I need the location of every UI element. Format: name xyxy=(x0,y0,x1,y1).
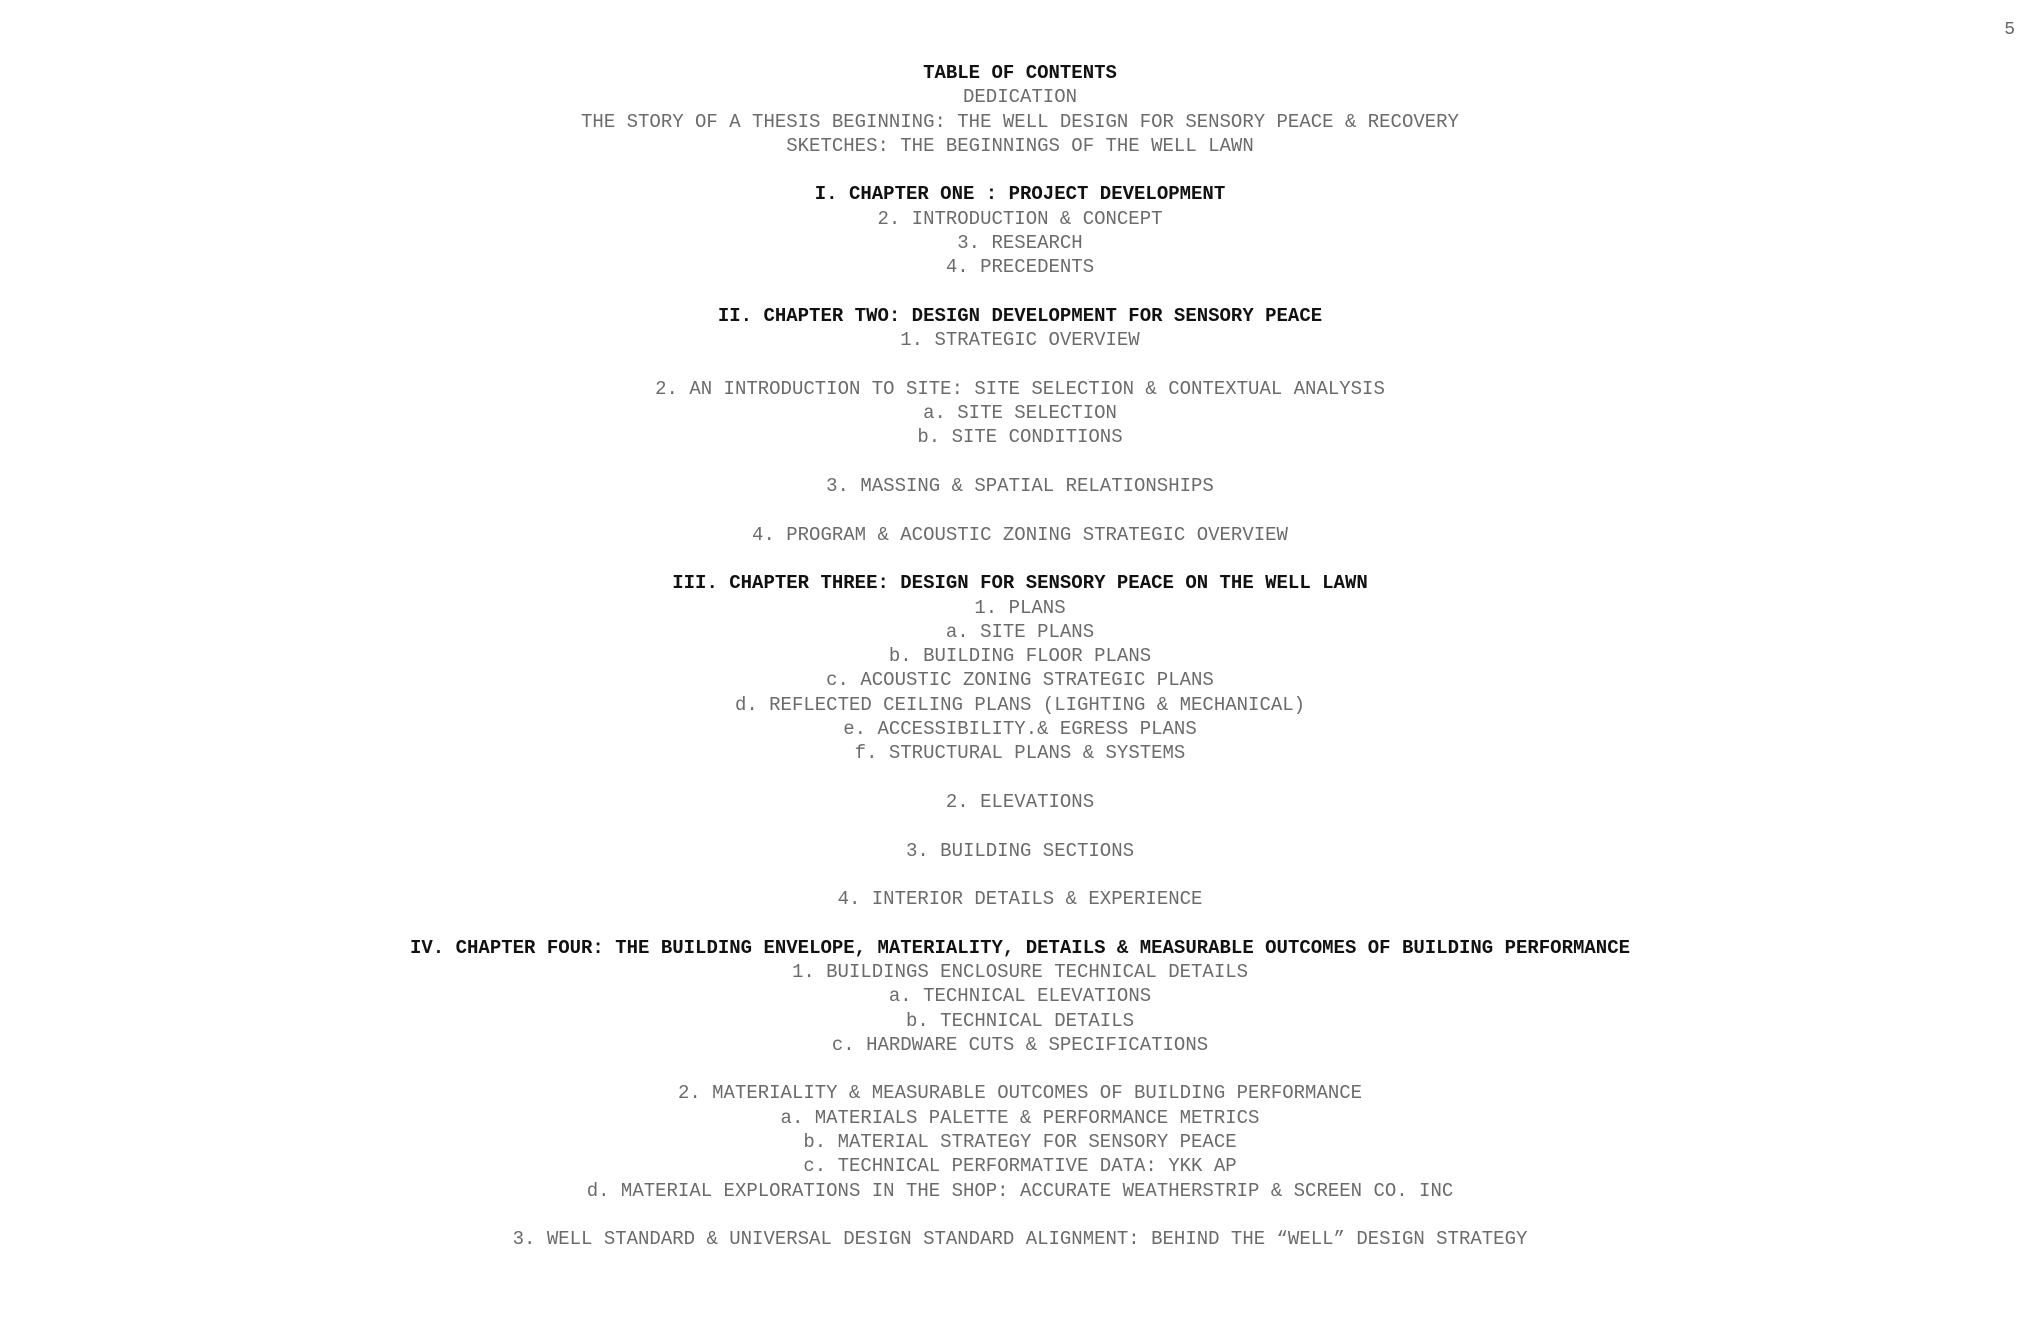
chapter-two-heading: II. CHAPTER TWO: DESIGN DEVELOPMENT FOR SENSORY PEACE xyxy=(717,304,1323,327)
toc-entry: 1. STRATEGIC OVERVIEW xyxy=(900,329,1140,352)
spacer xyxy=(0,1203,2040,1227)
spacer xyxy=(0,766,2040,790)
toc-title: TABLE OF CONTENTS xyxy=(923,62,1117,84)
chapter-three-heading: III. CHAPTER THREE: DESIGN FOR SENSORY PEACE ON THE WELL LAWN xyxy=(672,572,1368,595)
toc-subentry: b. TECHNICAL DETAILS xyxy=(905,1009,1135,1032)
chapter-one-heading: I. CHAPTER ONE : PROJECT DEVELOPMENT xyxy=(814,183,1226,206)
toc-subentry: c. ACOUSTIC ZONING STRATEGIC PLANS xyxy=(826,669,1214,692)
spacer xyxy=(0,547,2040,571)
spacer xyxy=(0,814,2040,838)
toc-entry: 3. WELL STANDARD & UNIVERSAL DESIGN STANDARD ALIGNMENT: BEHIND THE “WELL” DESIGN STRATEGY xyxy=(512,1228,1528,1251)
toc-entry: 4. PRECEDENTS xyxy=(945,256,1095,279)
toc-entry: 4. INTERIOR DETAILS & EXPERIENCE xyxy=(837,888,1203,911)
toc-subentry: a. SITE PLANS xyxy=(945,620,1095,643)
toc-entry: 3. RESEARCH xyxy=(957,232,1083,255)
toc-entry: 1. BUILDINGS ENCLOSURE TECHNICAL DETAILS xyxy=(791,960,1249,983)
toc-entry: 3. BUILDING SECTIONS xyxy=(905,839,1135,862)
page-number: 5 xyxy=(2004,20,2015,40)
toc-subentry: b. BUILDING FLOOR PLANS xyxy=(888,645,1152,668)
spacer xyxy=(0,863,2040,887)
toc-subentry: c. TECHNICAL PERFORMATIVE DATA: YKK AP xyxy=(803,1155,1237,1178)
toc-entry: 1. PLANS xyxy=(974,596,1066,619)
toc-subentry: d. MATERIAL EXPLORATIONS IN THE SHOP: ACCURATE WEATHERSTRIP & SCREEN CO. INC xyxy=(586,1179,1454,1202)
toc-entry: 2. ELEVATIONS xyxy=(945,790,1095,813)
spacer xyxy=(0,911,2040,935)
toc-entry: 2. AN INTRODUCTION TO SITE: SITE SELECTION & CONTEXTUAL ANALYSIS xyxy=(655,377,1385,400)
toc-entry-sketches: SKETCHES: THE BEGINNINGS OF THE WELL LAWN xyxy=(786,134,1254,157)
toc-entry: 2. MATERIALITY & MEASURABLE OUTCOMES OF BUILDING PERFORMANCE xyxy=(677,1082,1363,1105)
toc-subentry: a. MATERIALS PALETTE & PERFORMANCE METRICS xyxy=(780,1106,1260,1129)
toc-subentry: c. HARDWARE CUTS & SPECIFICATIONS xyxy=(831,1033,1209,1056)
spacer xyxy=(0,280,2040,304)
toc-entry: 3. MASSING & SPATIAL RELATIONSHIPS xyxy=(826,475,1214,498)
toc-subentry: a. TECHNICAL ELEVATIONS xyxy=(888,985,1152,1008)
toc-subentry: d. REFLECTED CEILING PLANS (LIGHTING & MECHANICAL) xyxy=(734,693,1306,716)
table-of-contents xyxy=(0,61,2040,1252)
toc-entry-dedication: DEDICATION xyxy=(962,86,1078,109)
toc-entry-story: THE STORY OF A THESIS BEGINNING: THE WELL DESIGN FOR SENSORY PEACE & RECOVERY xyxy=(581,110,1459,133)
toc-subentry: a. SITE SELECTION xyxy=(923,402,1117,425)
spacer xyxy=(0,498,2040,522)
toc-subentry: b. SITE CONDITIONS xyxy=(917,426,1123,449)
toc-entry: 2. INTRODUCTION & CONCEPT xyxy=(877,207,1163,230)
spacer xyxy=(0,450,2040,474)
spacer xyxy=(0,353,2040,377)
spacer xyxy=(0,1057,2040,1081)
toc-subentry: b. MATERIAL STRATEGY FOR SENSORY PEACE xyxy=(803,1131,1237,1154)
toc-entry: 4. PROGRAM & ACOUSTIC ZONING STRATEGIC OVERVIEW xyxy=(752,523,1288,546)
spacer xyxy=(0,158,2040,182)
chapter-four-heading: IV. CHAPTER FOUR: THE BUILDING ENVELOPE, MATERIALITY, DETAILS & MEASURABLE OUTCOMES OF BUILDING PERFORMANCE xyxy=(410,936,1630,959)
toc-subentry: f. STRUCTURAL PLANS & SYSTEMS xyxy=(854,742,1186,765)
toc-subentry: e. ACCESSIBILITY.& EGRESS PLANS xyxy=(843,718,1197,741)
